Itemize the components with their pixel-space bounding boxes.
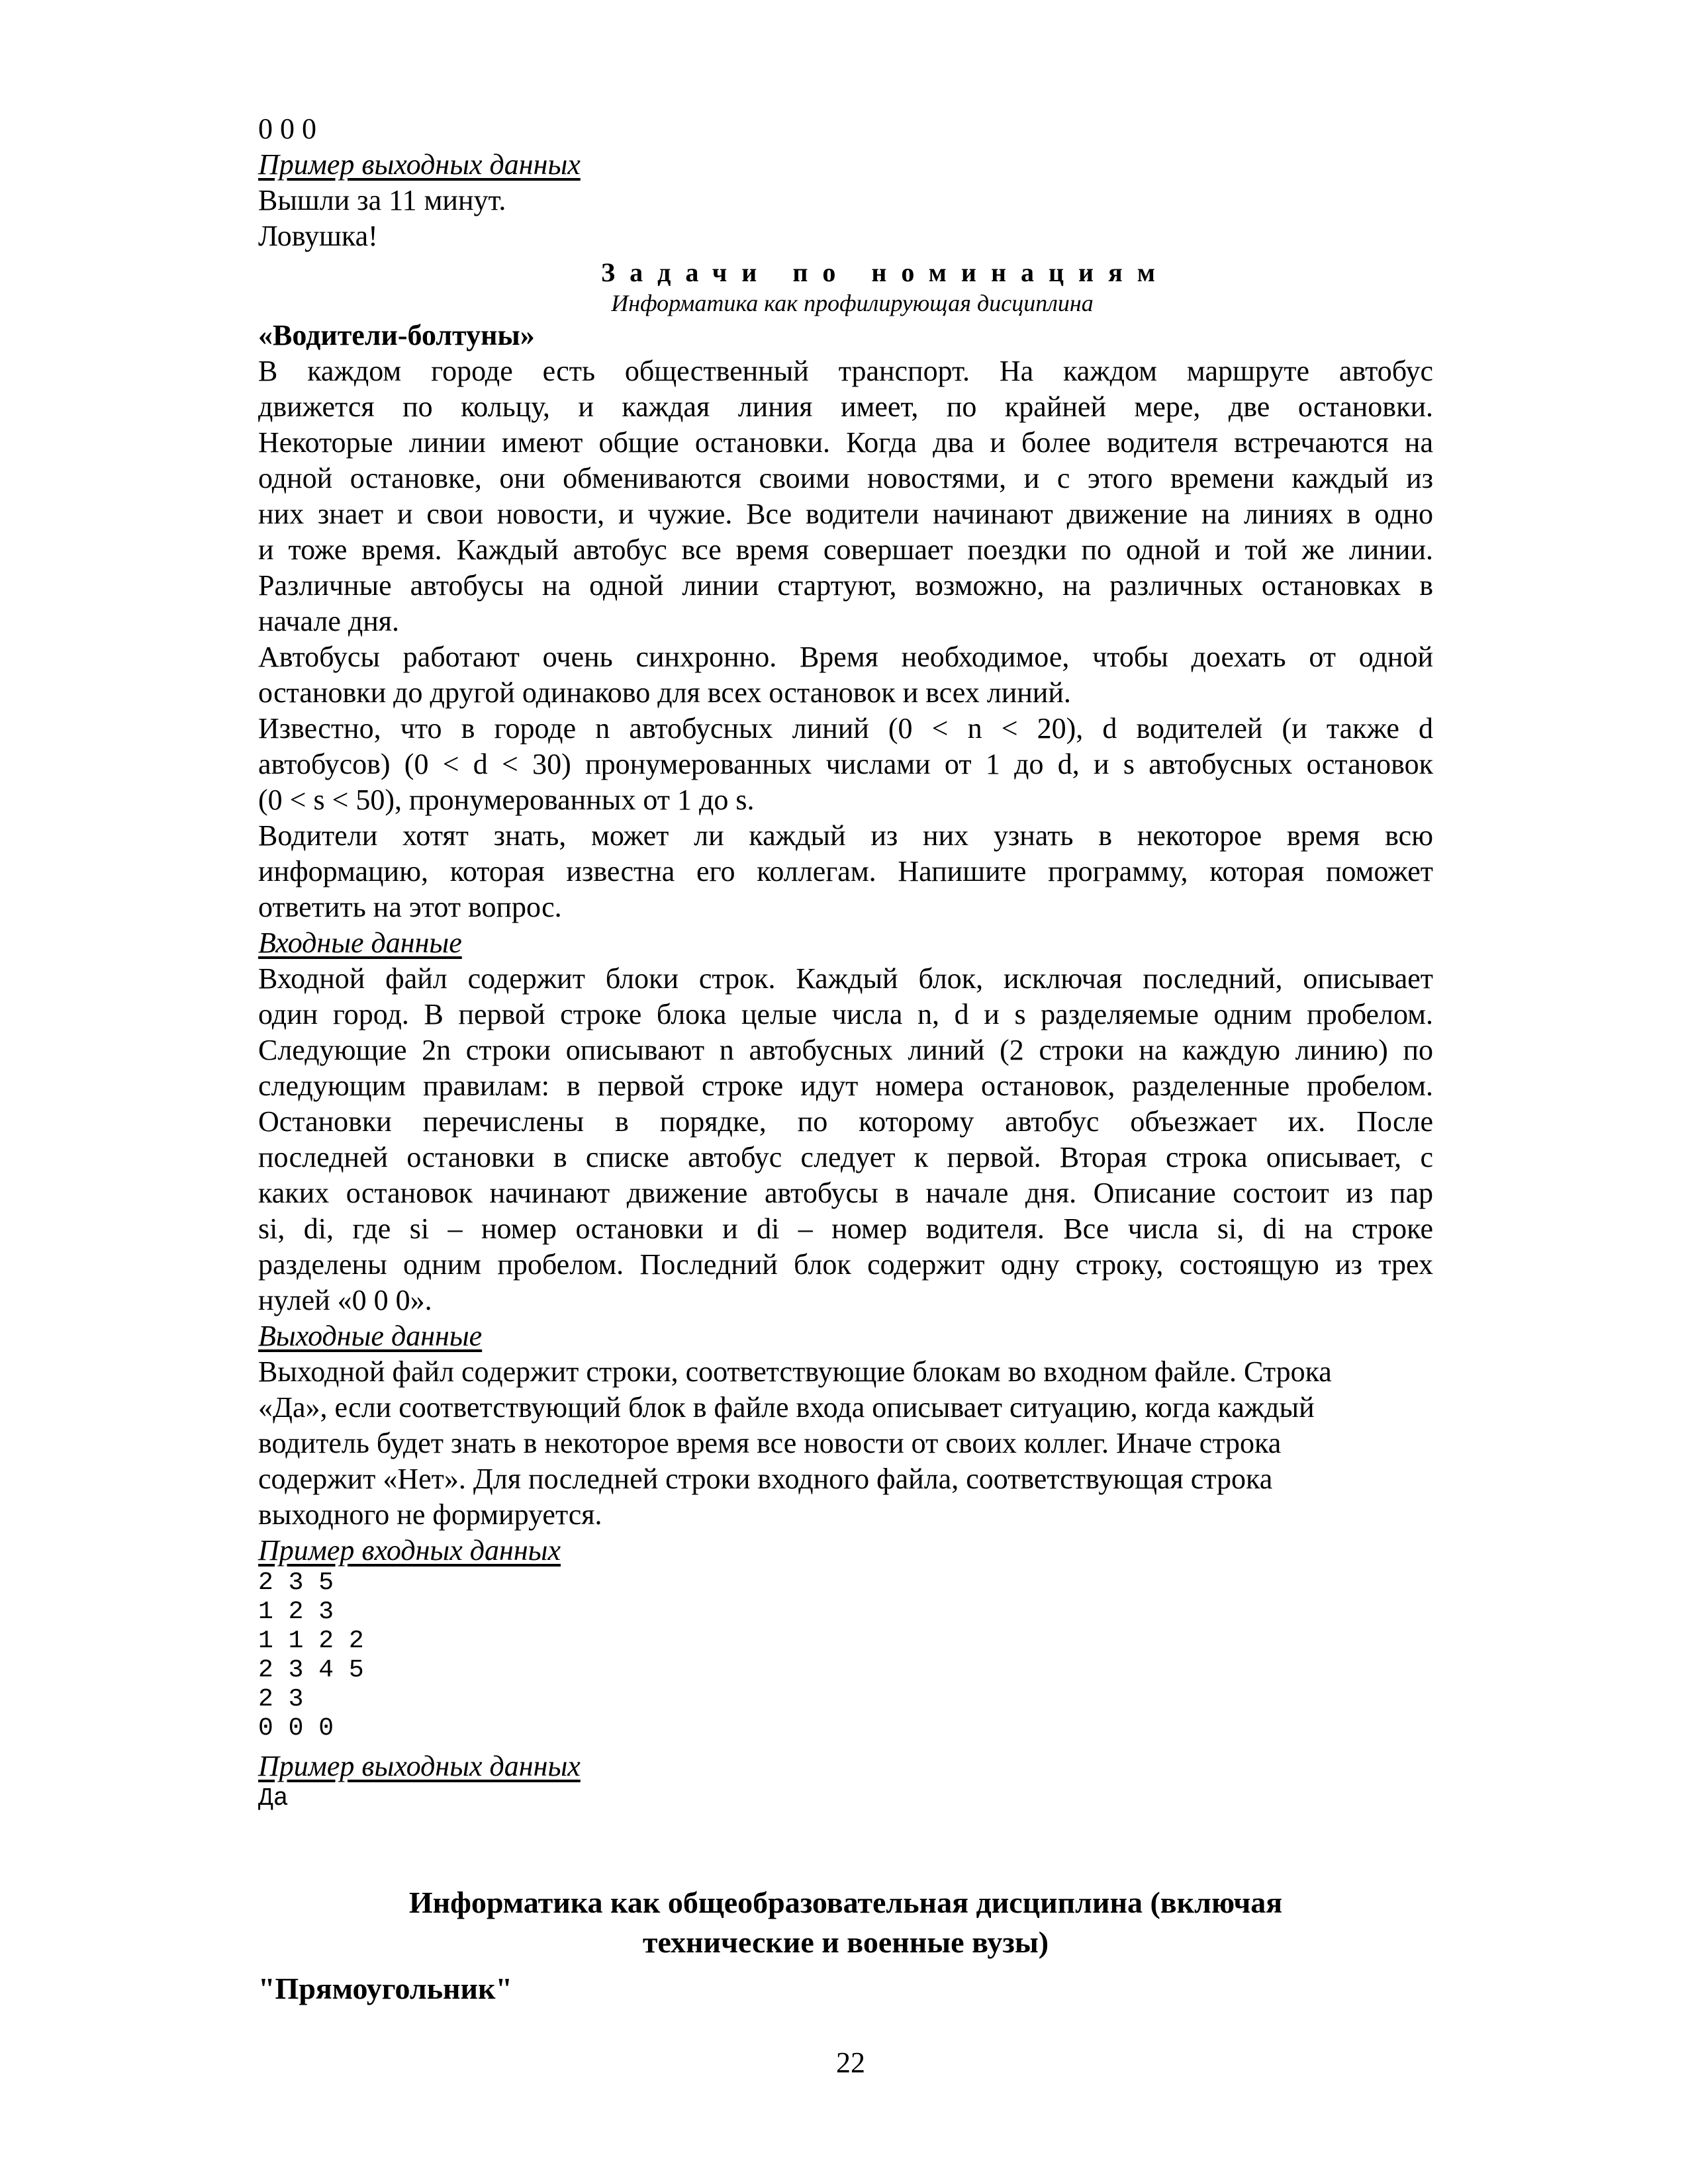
sample-input-label: Пример входных данных <box>258 1534 561 1567</box>
sample-input-line: 0 0 0 <box>258 1714 334 1743</box>
section-heading-line-2: технические и военные вузы) <box>642 1925 1049 1959</box>
output-line: «Да», если соответствующий блок в файле входа описывает ситуацию, когда каждый <box>258 1391 1315 1424</box>
prev-output-line-2: Ловушка! <box>258 220 378 252</box>
input-description <box>258 961 1433 1318</box>
intro-line: них знает и свои новости, и чужие. Все водители начинают движение на линиях в одно <box>258 498 1433 530</box>
intro-line: автобусов) (0 < d < 30) пронумерованных числами от 1 до d, и s автобусных остановок <box>258 748 1433 780</box>
input-line: Остановки перечислены в порядке, по которому автобус объезжает их. После <box>258 1105 1433 1138</box>
prev-output-label: Пример выходных данных <box>258 148 581 181</box>
input-line: нулей «0 0 0». <box>258 1284 432 1316</box>
nominations-heading: Задачи по номинациям <box>600 257 1170 287</box>
intro-line: ответить на этот вопрос. <box>258 891 562 923</box>
sample-input-block <box>258 1569 1433 1743</box>
input-line: разделены одним пробелом. Последний блок содержит одну строку, состоящую из трех <box>258 1248 1433 1281</box>
section-heading <box>258 1883 1433 1962</box>
input-label: Входные данные <box>258 927 462 959</box>
next-problem-title: "Прямоугольник" <box>258 1972 513 2005</box>
prev-output-line-1: Вышли за 11 минут. <box>258 184 506 216</box>
sample-output-line: Да <box>258 1784 289 1813</box>
prev-input-tail: 0 0 0 <box>258 113 316 145</box>
sample-input-line: 2 3 5 <box>258 1569 334 1597</box>
section-heading-line-1: Информатика как общеобразовательная дисциплина (включая <box>408 1886 1283 1919</box>
intro-line: (0 < s < 50), пронумерованных от 1 до s. <box>258 784 755 816</box>
intro-line: информацию, которая известна его коллегам. Напишите программу, которая поможет <box>258 855 1433 887</box>
input-line: последней остановки в списке автобус следует к первой. Вторая строка описывает, с <box>258 1141 1433 1173</box>
output-line: выходного не формируется. <box>258 1498 602 1531</box>
intro-line: Водители хотят знать, может ли каждый из них узнать в некоторое время всю <box>258 819 1433 852</box>
sample-input-line: 2 3 <box>258 1685 304 1713</box>
sample-output-label: Пример выходных данных <box>258 1750 581 1782</box>
intro-line: Некоторые линии имеют общие остановки. Когда два и более водителя встречаются на <box>258 426 1433 459</box>
intro-line: и тоже время. Каждый автобус все время совершает поездки по одной и той же линии. <box>258 533 1433 566</box>
problem-intro <box>258 353 1433 925</box>
nominations-subtitle: Информатика как профилирующая дисциплина <box>611 290 1094 316</box>
input-line: si, di, где si – номер остановки и di – номер водителя. Все числа si, di на строке <box>258 1212 1433 1245</box>
sample-input-line: 1 1 2 2 <box>258 1627 364 1655</box>
input-line: следующим правилам: в первой строке идут номера остановок, разделенные пробелом. <box>258 1069 1433 1102</box>
page-number: 22 <box>836 2046 865 2079</box>
intro-line: остановки до другой одинаково для всех остановок и всех линий. <box>258 676 1071 709</box>
intro-line: начале дня. <box>258 605 400 637</box>
intro-line: одной остановке, они обмениваются своими новостями, и с этого времени каждый из <box>258 462 1433 494</box>
output-line: водитель будет знать в некоторое время все новости от своих коллег. Иначе строка <box>258 1427 1282 1459</box>
output-label: Выходные данные <box>258 1320 483 1352</box>
input-line: каких остановок начинают движение автобусы в начале дня. Описание состоит из пар <box>258 1177 1433 1209</box>
sample-input-line: 1 2 3 <box>258 1598 334 1626</box>
intro-line: Автобусы работают очень синхронно. Время необходимое, чтобы доехать от одной <box>258 641 1433 673</box>
output-description <box>258 1354 1433 1533</box>
intro-line: Известно, что в городе n автобусных линий (0 < n < 20), d водителей (и также d <box>258 712 1433 745</box>
sample-input-line: 2 3 4 5 <box>258 1656 364 1684</box>
output-line: Выходной файл содержит строки, соответствующие блокам во входном файле. Строка <box>258 1355 1332 1388</box>
input-line: Входной файл содержит блоки строк. Каждый блок, исключая последний, описывает <box>258 962 1433 995</box>
main-column <box>258 111 1433 1813</box>
output-line: содержит «Нет». Для последней строки входного файла, соответствующая строка <box>258 1463 1273 1495</box>
intro-line: Различные автобусы на одной линии стартуют, возможно, на различных остановках в <box>258 569 1433 602</box>
intro-line: движется по кольцу, и каждая линия имеет, по крайней мере, две остановки. <box>258 390 1433 423</box>
input-line: Следующие 2n строки описывают n автобусных линий (2 строки на каждую линию) по <box>258 1034 1433 1066</box>
input-line: один город. В первой строке блока целые числа n, d и s разделяемые одним пробелом. <box>258 998 1433 1030</box>
problem-title: «Водители-болтуны» <box>258 319 535 351</box>
intro-line: В каждом городе есть общественный транспорт. На каждом маршруте автобус <box>258 355 1433 387</box>
